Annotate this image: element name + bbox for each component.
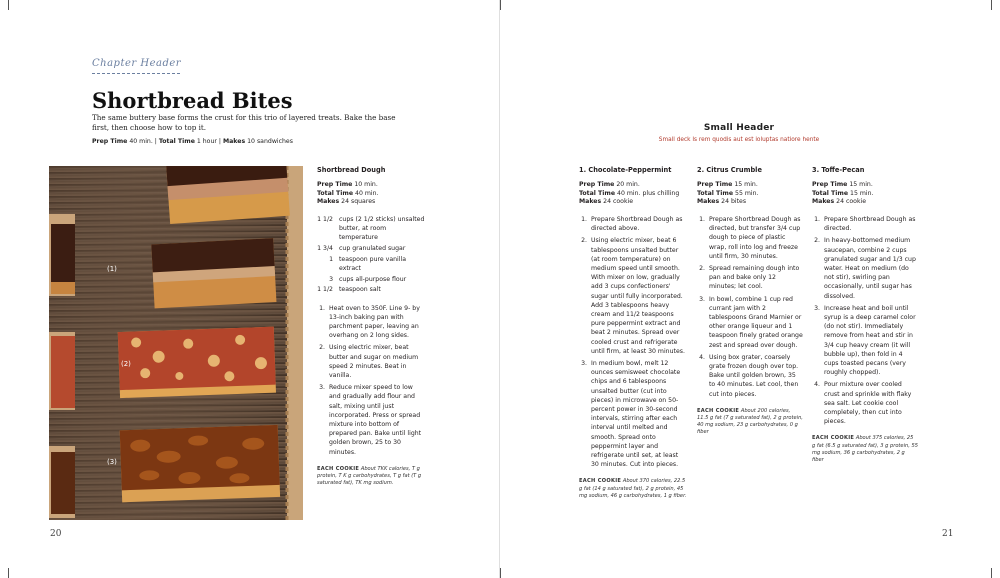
dough-recipe xyxy=(317,166,425,487)
recipe-citrus-crumble xyxy=(697,166,803,437)
photo-label-2: (2) xyxy=(121,360,131,368)
photo-label-3: (3) xyxy=(107,458,117,466)
recipe-meta: Prep Time 15 min. Total Time 55 min. Makes 24 bites xyxy=(697,181,759,206)
step-item: 2. Using electric mixer, beat 6 tablespoons unsalted butter (at room temperature) on medium speed until smooth. With mixer on low, gradually add 3 cups confectioners' sugar until fully incorporated. Add 3 tablespoons heavy cream and 11/2 teaspoons pure peppermint extract and beat 2 minutes. Spread over cooled crust and refrigerate until firm, at least 30 minutes. xyxy=(589,236,687,356)
page-number-left: 20 xyxy=(50,529,62,539)
step-item: 1. Heat oven to 350F. Line 9- by 13-inch baking pan with parchment paper, leaving an overhang on 2 long sides. xyxy=(327,304,425,341)
recipe-steps xyxy=(812,215,918,426)
recipe-steps xyxy=(697,215,803,399)
recipe-title: 1. Chocolate-Peppermint xyxy=(579,166,672,174)
step-item: 2. In heavy-bottomed medium saucepan, combine 2 cups granulated sugar and 1/3 cup water. Heat on medium (do not stir), swirling pan occasionally, until sugar has dissolved. xyxy=(822,236,918,300)
crop-mark xyxy=(8,0,9,10)
chapter-header: Chapter Header xyxy=(92,58,182,69)
step-item: 2. Using electric mixer, beat butter and sugar on medium speed 2 minutes. Beat in vanilla. xyxy=(327,343,425,380)
page-number-right: 21 xyxy=(942,529,954,539)
step-item: 1. Prepare Shortbread Dough as directed above. xyxy=(589,215,687,233)
small-header: Small Header xyxy=(703,123,775,133)
step-item: 3. Increase heat and boil until syrup is a deep caramel color (do not stir). Immediately remove from heat and stir in 3/4 cup heavy cream (it will bubble up), then fold in 4 cups toasted pecans (very roughly chopped). xyxy=(822,304,918,378)
chapter-rule xyxy=(92,73,180,74)
step-item: 2. Spread remaining dough into pan and bake only 12 minutes; let cool. xyxy=(707,264,803,292)
crop-mark xyxy=(8,568,9,578)
recipe-steps xyxy=(579,215,687,469)
ingredient-item: 1 1/2 teaspoon salt xyxy=(317,286,381,294)
dough-meta: Prep Time 10 min. Total Time 40 min. Makes 24 squares xyxy=(317,181,379,206)
recipe-toffee-pecan xyxy=(812,166,918,464)
small-deck: Small deck Is rem quodis aut est ioluptas natiore hente xyxy=(658,137,820,143)
step-item: 1. Prepare Shortbread Dough as directed, but transfer 3/4 cup dough to piece of plastic wrap, roll into log and freeze until firm, 30 minutes. xyxy=(707,215,803,261)
step-item: 4. Pour mixture over cooled crust and sprinkle with flaky sea salt. Let cookie cool completely, then cut into pieces. xyxy=(822,380,918,426)
intro-text: The same buttery base forms the crust for this trio of layered treats. Bake the base first, then choose how to top it. xyxy=(92,113,396,132)
nutrition-info: EACH COOKIE About 375 calories, 25 g fat (6.5 g saturated fat), 3 g protein, 55 mg sodium, 36 g carbohydrates, 2 g fiber xyxy=(812,435,918,464)
ingredient-list xyxy=(317,215,425,295)
step-item: 1. Prepare Shortbread Dough as directed. xyxy=(822,215,918,233)
recipe-meta: Prep Time 20 min. Total Time 40 min. plus chilling Makes 24 cookie xyxy=(579,181,680,206)
recipe-meta: Prep Time 40 min. | Total Time 1 hour | Makes 10 sandwiches xyxy=(92,138,293,145)
crop-mark xyxy=(991,568,992,578)
step-item: 3. In bowl, combine 1 cup red currant jam with 2 tablespoons Grand Marnier or other orange liqueur and 1 teaspoon finely grated orange zest and spread over dough. xyxy=(707,295,803,350)
recipe-title: 2. Citrus Crumble xyxy=(697,166,762,174)
nutrition-info: EACH COOKIE About 200 calories, 11.5 g fat (7 g saturated fat), 2 g protein, 40 mg sodium, 23 g carbohydrates, 0 g fiber xyxy=(697,407,803,436)
step-item: 3. In medium bowl, melt 12 ounces semisweet chocolate chips and 6 tablespoons unsalted butter (cut into pieces) in microwave on 50-percent power in 30-second intervals, stirring after each interval until melted and smooth. Spread onto peppermint layer and refrigerate until set, at least 30 minutes. Cut into pieces. xyxy=(589,359,687,469)
photo-label-1: (1) xyxy=(107,265,117,273)
recipe-chocolate-peppermint xyxy=(579,166,687,500)
crop-mark xyxy=(991,0,992,10)
shortbread-photo xyxy=(49,166,303,520)
ingredient-item: 1 1/2 cups (2 1/2 sticks) unsalted butter, at room temperature xyxy=(317,215,425,242)
recipe-meta: Prep Time 15 min. Total Time 15 min. Makes 24 cookie xyxy=(812,181,874,206)
dough-steps xyxy=(317,304,425,457)
dough-title: Shortbread Dough xyxy=(317,166,386,174)
recipe-title: 3. Toffe-Pecan xyxy=(812,166,865,174)
nutrition-info: EACH COOKIE About TKK calories, T g protein, T K g carbohydrates, T g fat (T g saturated fat), TK mg sodium. xyxy=(317,465,422,487)
step-item: 4. Using box grater, coarsely grate frozen dough over top. Bake until golden brown, 35 to 40 minutes. Let cool, then cut into pieces. xyxy=(707,353,803,399)
ingredient-item: 1 teaspoon pure vanilla extract xyxy=(329,255,406,272)
ingredient-item: 1 3/4 cup granulated sugar xyxy=(317,245,406,253)
step-item: 3. Reduce mixer speed to low and gradually add flour and salt, mixing until just incorporated. Press or spread mixture into bottom of prepared pan. Bake until light golden brown, 25 to 30 minutes. xyxy=(327,383,425,457)
ingredient-item: 3 cups all-purpose flour xyxy=(329,275,407,283)
crop-mark xyxy=(500,568,501,578)
page-title: Shortbread Bites xyxy=(92,88,293,113)
crop-mark xyxy=(500,0,501,10)
nutrition-info: EACH COOKIE About 370 calories, 22.5 g fat (14 g saturated fat), 2 g protein, 45 mg sodium, 46 g carbohydrates, 1 g fiber. xyxy=(579,478,687,499)
